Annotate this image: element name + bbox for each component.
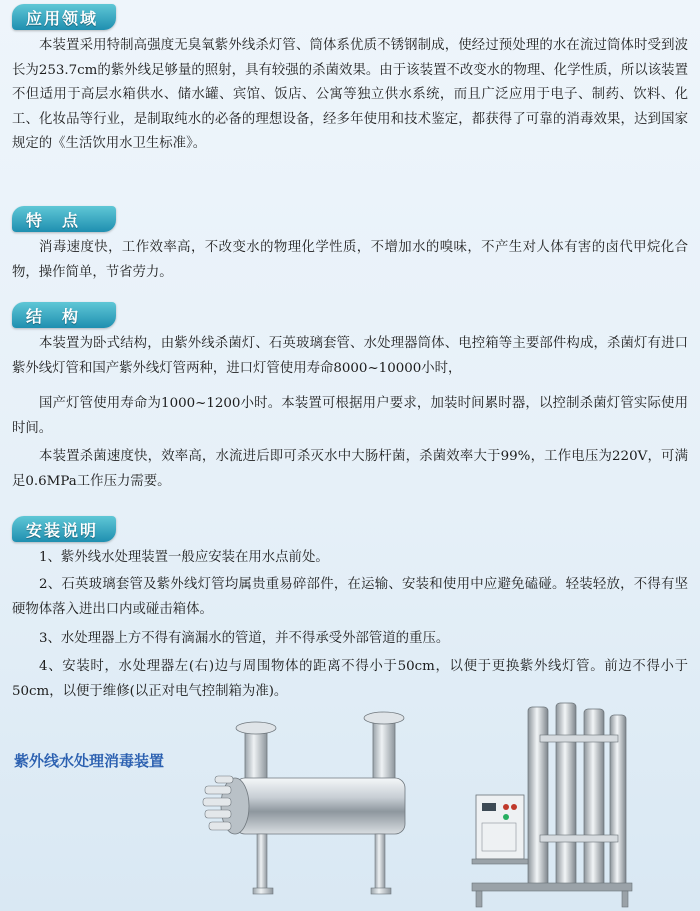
- heading-badge: [12, 4, 116, 30]
- heading-badge: [12, 206, 116, 232]
- structure-paragraph-3: 本装置杀菌速度快，效率高，水流进后即可杀灭水中大肠杆菌，杀菌效率大于99%，工作电压为220V，可满足0.6MPa工作压力需要。: [12, 449, 688, 489]
- horizontal-uv-sterilizer-image: [195, 710, 425, 910]
- application-paragraph: 本装置采用特制高强度无臭氧紫外线杀灯管、筒体系优质不锈钢制成，使经过预处理的水在流过筒体时受到波长为253.7cm的紫外线足够量的照射，具有较强的杀菌效果。由于该装置不改变水的物理、化学性质，所以该装置不但适用于高层水箱供水、储水罐、宾馆、饭店、公寓等独立供水系统，而且广泛应用于电子、制药、饮料、化工、化妆品等行业，是制取纯水的必备的理想设备，经多年使用和技术鉴定，都获得了可靠的消毒效果，达到国家规定的《生活饮用水卫生标准》。: [12, 38, 688, 151]
- section-heading-features: [12, 204, 116, 234]
- features-paragraph: 消毒速度快，工作效率高，不改变水的物理化学性质，不增加水的嗅味，不产生对人体有害的卤代甲烷化合物，操作简单，节省劳力。: [12, 240, 688, 280]
- heading-text: 应用领域: [26, 8, 99, 28]
- section-heading-application: [12, 2, 116, 32]
- vertical-uv-sterilizer-image: [468, 695, 638, 910]
- heading-text: 安装说明: [26, 520, 99, 540]
- installation-item-4: 4、安装时，水处理器左(右)边与周围物体的距离不得小于50cm，以便于更换紫外线灯管。前边不得小于50cm，以便于维修(以正对电气控制箱为准)。: [12, 659, 688, 699]
- product-caption: 紫外线水处理消毒装置: [14, 752, 165, 770]
- heading-text: 特点: [26, 210, 99, 230]
- section-heading-structure: [12, 300, 116, 330]
- section-heading-installation: [12, 514, 116, 544]
- heading-badge: [12, 516, 116, 542]
- heading-badge: [12, 302, 116, 328]
- structure-paragraph-1: 本装置为卧式结构，由紫外线杀菌灯、石英玻璃套管、水处理器筒体、电控箱等主要部件构成，杀菌灯有进口紫外线灯管和国产紫外线灯管两种，进口灯管使用寿命8000~10000小时，: [12, 336, 688, 376]
- installation-item-2: 2、石英玻璃套管及紫外线灯管均属贵重易碎部件，在运输、安装和使用中应避免磕碰。轻装轻放，不得有坚硬物体落入进出口内或碰击箱体。: [12, 577, 688, 617]
- structure-paragraph-2: 国产灯管使用寿命为1000~1200小时。本装置可根据用户要求，加装时间累时器，以控制杀菌灯管实际使用时间。: [12, 396, 688, 436]
- heading-text: 结构: [26, 306, 99, 326]
- installation-item-1: 1、紫外线水处理装置一般应安装在用水点前处。: [39, 550, 329, 565]
- installation-item-3: 3、水处理器上方不得有滴漏水的管道，并不得承受外部管道的重压。: [39, 631, 450, 646]
